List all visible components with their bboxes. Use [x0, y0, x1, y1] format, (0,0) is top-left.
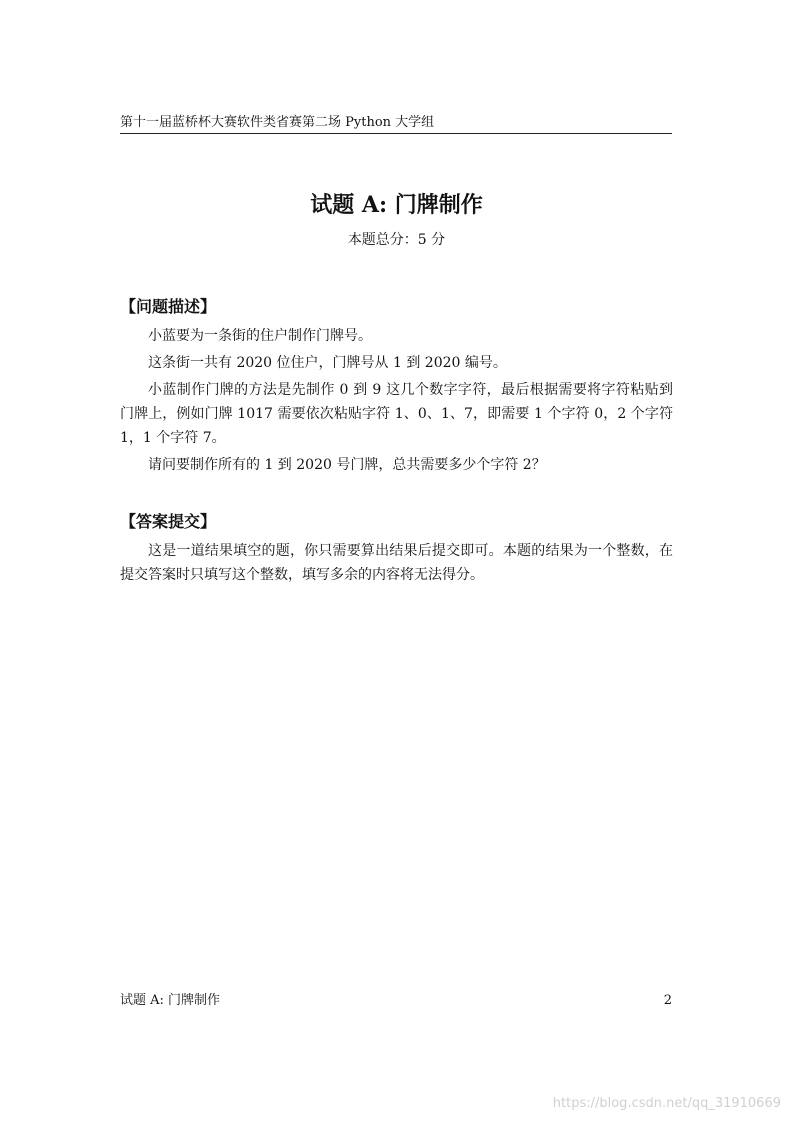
paragraph: 小蓝要为一条街的住户制作门牌号。 — [148, 328, 372, 344]
section-heading: 【问题描述】 — [120, 297, 217, 316]
paragraph: 请问要制作所有的 1 到 2020 号门牌，总共需要多少个字符 2？ — [148, 457, 546, 473]
page-header: 第十一届蓝桥杯大赛软件类省赛第二场 Python 大学组 — [120, 115, 672, 134]
paragraph: 这是一道结果填空的题，你只需要算出结果后提交即可。本题的结果为一个整数，在提交答案时只填写这个整数，填写多余的内容将无法得分。 — [120, 543, 673, 583]
problem-title: 试题 A: 门牌制作 — [310, 192, 483, 218]
problem-score: 本题总分：5 分 — [347, 232, 446, 248]
section-heading: 【答案提交】 — [120, 512, 217, 531]
paragraph: 小蓝制作门牌的方法是先制作 0 到 9 这几个数字字符，最后根据需要将字符粘贴到门牌上，例如门牌 1017 需要依次粘贴字符 1、0、1、7，即需要 1 个字符 0，2 个字符 1，1 个字符 7。 — [120, 382, 673, 446]
section-problem-description — [120, 296, 673, 480]
paragraph: 这条街一共有 2020 位住户，门牌号从 1 到 2020 编号。 — [148, 355, 507, 371]
page-number: 2 — [663, 993, 672, 1008]
section-answer-submission — [120, 511, 673, 590]
watermark: https://blog.csdn.net/qq_31910669 — [552, 1096, 781, 1111]
footer-title: 试题 A: 门牌制作 — [120, 993, 221, 1008]
